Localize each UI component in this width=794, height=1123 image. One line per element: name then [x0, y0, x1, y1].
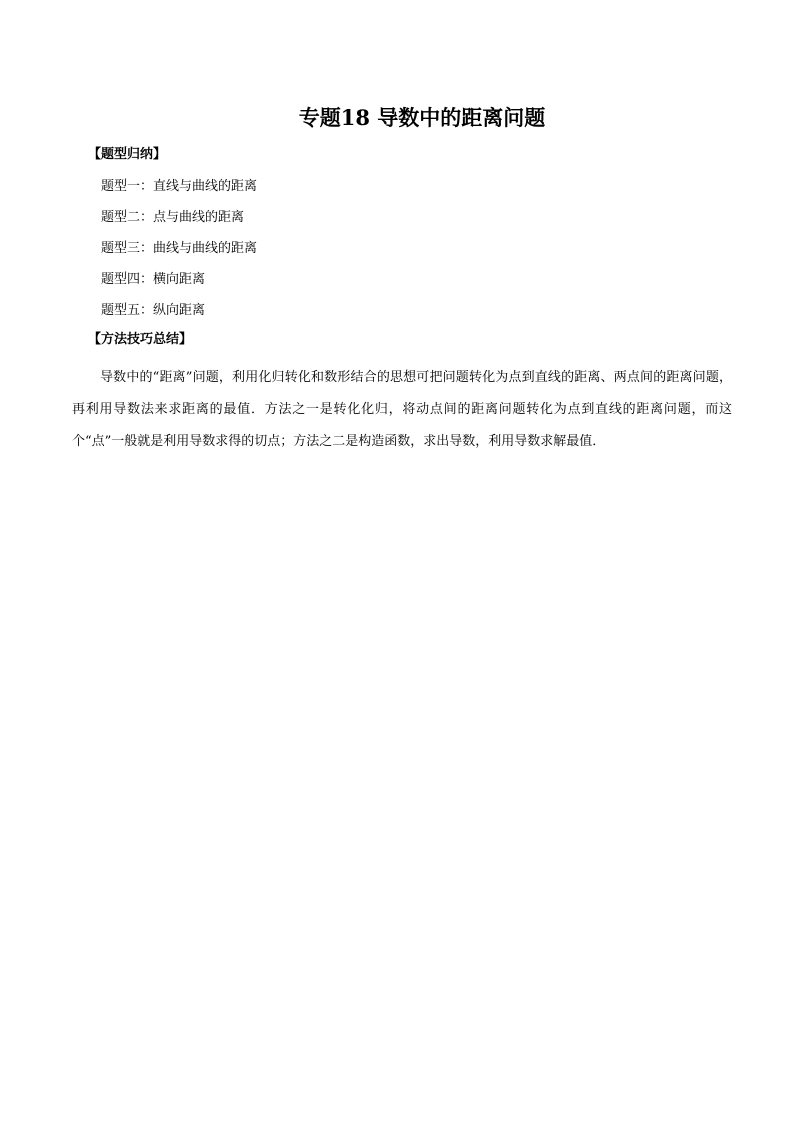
- page-title: 专题18 导数中的距离问题: [298, 105, 546, 130]
- list-item: 题型三：曲线与曲线的距离: [101, 241, 258, 256]
- method-paragraph: 导数中的“距离”问题，利用化归转化和数形结合的思想可把问题转化为点到直线的距离、两点间的距离问题，再利用导数法来求距离的最值．方法之一是转化化归，将动点间的距离问题转化为点到直线的距离问题，而这个“点”一般就是利用导数求得的切点；方法之二是构造函数，求出导数，利用导数求解最值．: [72, 370, 732, 449]
- list-item: 题型二：点与曲线的距离: [101, 210, 245, 225]
- list-item: 题型四：横向距离: [101, 272, 206, 287]
- list-item: 题型五：纵向距离: [101, 303, 206, 318]
- type-list: [101, 178, 257, 333]
- method-heading: 【方法技巧总结】: [88, 332, 193, 347]
- list-item: 题型一：直线与曲线的距离: [101, 179, 258, 194]
- type-summary-heading: 【题型归纳】: [88, 147, 167, 162]
